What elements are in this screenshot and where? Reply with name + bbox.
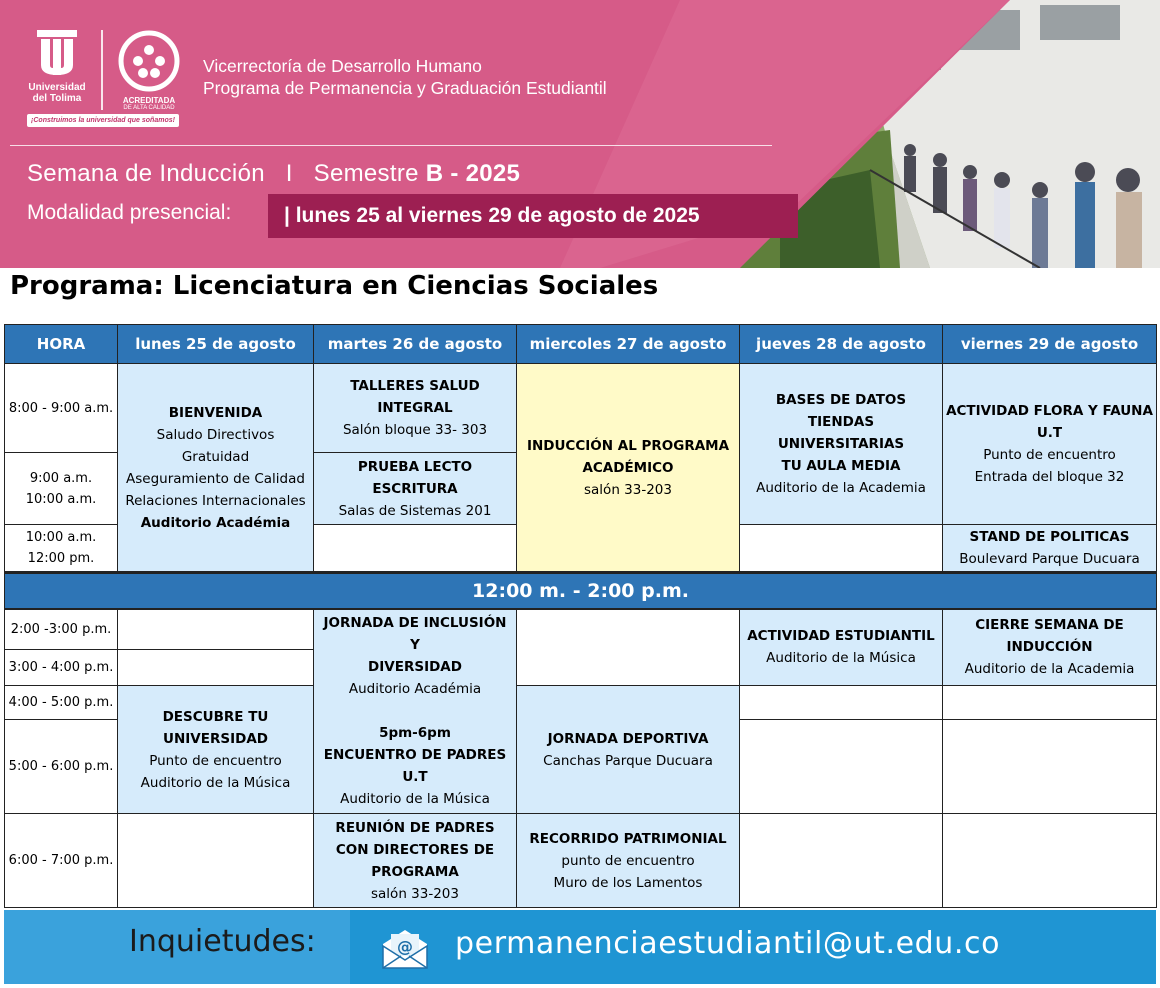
reading-test-event: PRUEBA LECTO ESCRITURA Salas de Sistemas 201 [314, 453, 517, 525]
vicerrectoria-line1: Vicerrectoría de Desarrollo Humano [203, 56, 482, 76]
vicerrectoria-text [203, 55, 607, 99]
empty-cell [740, 525, 943, 573]
week-title: Semana de Inducción [27, 160, 265, 187]
empty-cell [943, 814, 1157, 908]
vicerrectoria-line2: Programa de Permanencia y Graduación Estudiantil [203, 78, 607, 98]
inclusion-event: JORNADA DE INCLUSIÓN Y DIVERSIDAD Auditorio Académia 5pm-6pm ENCUENTRO DE PADRES U.T Auditorio de la Música [314, 609, 517, 814]
table-row [5, 814, 1157, 908]
lunch-break: 12:00 m. - 2:00 p.m. [5, 573, 1157, 609]
welcome-event: BIENVENIDA Saludo Directivos Gratuidad Aseguramiento de Calidad Relaciones Internacionales Auditorio Académia [118, 364, 314, 573]
table-row [5, 364, 1157, 453]
dates-box: | lunes 25 al viernes 29 de agosto de 2025 [268, 194, 798, 238]
slogan: ¡Construimos la universidad que soñamos! [27, 114, 179, 127]
hour-cell: 6:00 - 7:00 p.m. [5, 814, 118, 908]
university-name-line1: Universidad [28, 82, 86, 93]
banner-rule [10, 145, 772, 146]
header-monday: lunes 25 de agosto [118, 325, 314, 364]
program-title: Programa: Licenciatura en Ciencias Sociales [10, 271, 659, 301]
health-workshop-event: TALLERES SALUD INTEGRAL Salón bloque 33- 303 [314, 364, 517, 453]
hour-cell: 4:00 - 5:00 p.m. [5, 686, 118, 720]
svg-text:@: @ [397, 937, 413, 956]
accreditation-seal-icon [118, 30, 180, 92]
policies-stand-event: STAND DE POLITICAS Boulevard Parque Ducuara [943, 525, 1157, 573]
email-envelope-icon [379, 926, 431, 970]
inquiries-label: Inquietudes: [129, 924, 316, 959]
hour-cell: 3:00 - 4:00 p.m. [5, 650, 118, 686]
flora-fauna-event: ACTIVIDAD FLORA Y FAUNA U.T Punto de encuentro Entrada del bloque 32 [943, 364, 1157, 525]
empty-cell [943, 686, 1157, 720]
header-friday: viernes 29 de agosto [943, 325, 1157, 364]
header-banner [0, 0, 1160, 268]
header-wednesday: miercoles 27 de agosto [517, 325, 740, 364]
contact-footer [4, 910, 1156, 984]
lunch-row [5, 573, 1157, 609]
header-tuesday: martes 26 de agosto [314, 325, 517, 364]
university-name-line2: del Tolima [32, 93, 82, 104]
accreditation-sublabel: DE ALTA CALIDAD [123, 105, 175, 111]
empty-cell [740, 814, 943, 908]
hour-cell: 8:00 - 9:00 a.m. [5, 364, 118, 453]
hour-cell: 5:00 - 6:00 p.m. [5, 720, 118, 814]
empty-cell [740, 720, 943, 814]
empty-cell [118, 650, 314, 686]
sports-event: JORNADA DEPORTIVA Canchas Parque Ducuara [517, 686, 740, 814]
accreditation-logo [112, 30, 186, 112]
table-row [5, 686, 1157, 720]
hour-cell: 10:00 a.m. 12:00 pm. [5, 525, 118, 573]
modality-label: Modalidad presencial: [27, 201, 232, 224]
semester-title [27, 160, 520, 188]
program-induction-event: INDUCCIÓN AL PROGRAMA ACADÉMICO salón 33-203 [517, 364, 740, 573]
databases-event: BASES DE DATOS TIENDAS UNIVERSITARIAS TU AULA MEDIA Auditorio de la Academia [740, 364, 943, 525]
parents-meeting-event: REUNIÓN DE PADRES CON DIRECTORES DE PROGRAMA salón 33-203 [314, 814, 517, 908]
schedule-table [4, 324, 1157, 908]
logo-divider [101, 30, 103, 110]
university-logo [26, 28, 88, 104]
hour-cell: 2:00 -3:00 p.m. [5, 609, 118, 650]
semester-label: Semestre [313, 160, 419, 187]
empty-cell [740, 686, 943, 720]
empty-cell [517, 609, 740, 686]
header-row [5, 325, 1157, 364]
accreditation-label: ACREDITADA [122, 96, 176, 105]
contact-email[interactable]: permanenciaestudiantil@ut.edu.co [455, 926, 1001, 961]
hour-cell: 9:00 a.m. 10:00 a.m. [5, 453, 118, 525]
closing-event: CIERRE SEMANA DE INDUCCIÓN Auditorio de la Academia [943, 609, 1157, 686]
title-separator: I [285, 160, 293, 187]
semester-value: B - 2025 [425, 160, 521, 187]
empty-cell [118, 609, 314, 650]
student-activity-event: ACTIVIDAD ESTUDIANTIL Auditorio de la Música [740, 609, 943, 686]
table-row [5, 609, 1157, 650]
ut-logo-icon [35, 28, 79, 78]
header-thursday: jueves 28 de agosto [740, 325, 943, 364]
header-hora: HORA [5, 325, 118, 364]
empty-cell [118, 814, 314, 908]
heritage-tour-event: RECORRIDO PATRIMONIAL punto de encuentro Muro de los Lamentos [517, 814, 740, 908]
empty-cell [943, 720, 1157, 814]
discover-university-event: DESCUBRE TU UNIVERSIDAD Punto de encuentro Auditorio de la Música [118, 686, 314, 814]
empty-cell [314, 525, 517, 573]
